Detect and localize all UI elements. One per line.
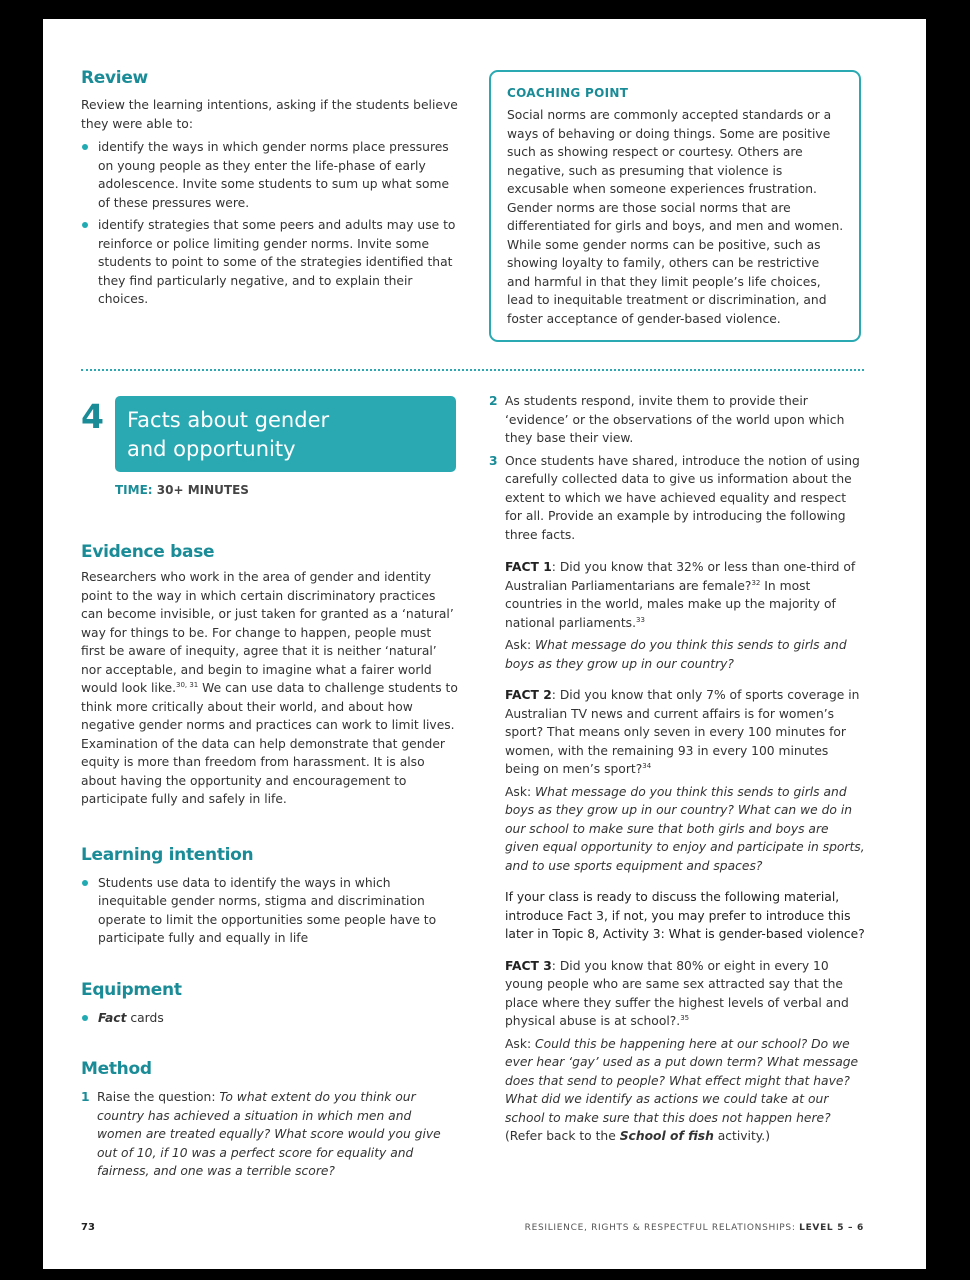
activity-number: 4 [81, 397, 104, 436]
fact-3-ask-label: Ask: [505, 1036, 535, 1051]
activity-title-line-2: and opportunity [127, 437, 296, 461]
evidence-text-2: We can use data to challenge students to think more critically about their world, and about how negative gender norms and practices can work to limit lives. Examination of the data can help demonstrate that gender equity is more than freedom from harassment. It is also about having the opportunity and encouragement to participate fully and safely in life. [81, 681, 458, 806]
step-1-lead: Raise the question: [97, 1090, 220, 1104]
fact-1-ask-question: What message do you think this sends to girls and boys as they grow up in our country? [505, 638, 847, 671]
section-divider [81, 369, 864, 371]
fact-1-text: : Did you know that 32% or less than one-third of Australian Parliamentarians are female? [505, 560, 856, 593]
fact-3-ready-note: If your class is ready to discuss the following material, introduce Fact 3, if not, you may prefer to introduce this later in Topic 8, Activity 3: What is gender-based violence? [505, 890, 865, 941]
evidence-sup: 30, 31 [176, 680, 199, 689]
method-step-1 [81, 1088, 459, 1181]
fact-3-text: : Did you know that 80% or eight in every 10 young people who are same sex attracted say that the place where they suffer the highest levels of verbal and physical abuse is at school?. [505, 958, 849, 1028]
evidence-base-text [81, 568, 459, 809]
fact-2-ask-question: What message do you think this sends to girls and boys as they grow up in our country? What can we do in our school to make sure that both girls and boys are given equal opportunity to enjoy and participate in sports, and to use sports equipment and spaces? [505, 784, 865, 873]
step-number-3: 3 [489, 453, 498, 468]
learning-intention-heading: Learning intention [81, 844, 254, 865]
activity-title-line-1: Facts about gender [127, 408, 330, 432]
right-column [489, 392, 865, 1146]
equipment-item [81, 1009, 459, 1028]
fact-2-ask-label: Ask: [505, 784, 535, 799]
fact-2-label: FACT 2 [505, 688, 552, 702]
fact-1-text-2: In most countries in the world, males make up the majority of national parliaments. [505, 578, 836, 630]
step-2-text: As students respond, invite them to provide their ‘evidence’ or the observations of the world upon which they base their view. [505, 394, 845, 445]
method-heading: Method [81, 1059, 152, 1079]
step-1-question: To what extent do you think our country has achieved a situation in which men and women are treated equally? What score would you give out of 10, if 10 was a perfect score for equality and fairness, and one was a terrible score? [97, 1090, 441, 1178]
equipment-heading: Equipment [81, 979, 182, 1000]
document-page [43, 19, 926, 1269]
fact-1 [505, 558, 865, 632]
fact-2 [505, 686, 865, 779]
fact-3-ref: (Refer back to the [505, 1129, 620, 1143]
review-bullet-2: identify strategies that some peers and adults may use to reinforce or police limiting gender norms. Invite some students to point to some of the strategies identified that they find particularly negative, and to explain their choices. [81, 216, 459, 309]
time-value: 30+ MINUTES [156, 483, 249, 497]
fact-2-sup: 34 [642, 761, 652, 770]
learning-intention-list [81, 874, 459, 948]
fact-3-ref-end: activity.) [713, 1129, 771, 1143]
evidence-text-1: Researchers who work in the area of gender and identity point to the way in which certain discriminatory practices can become invisible, or just taken for granted as a ‘natural’ way for things to be. For change to happen, people must first be aware of inequity, agree that it is neither ‘natural’ nor acceptable, and begin to imagine what a fairer world would look like. [81, 570, 454, 695]
footer-level: LEVEL 5 – 6 [799, 1223, 864, 1233]
fact-1-sup-2: 33 [636, 615, 645, 624]
coaching-point-text: Social norms are commonly accepted standards or a ways of behaving or doing things. Some are positive such as showing respect or courtesy. Others are negative, such as presuming that violence is excusable when someone experiences frustration. Gender norms are those social norms that are differentiated for girls and boys, and men and women. While some gender norms can be positive, such as showing loyalty to family, others can be restrictive and harmful in that they limit people’s life choices, lead to inequitable treatment or discrimination, and foster acceptance of gender-based violence. [507, 108, 844, 326]
page-number: 73 [81, 1222, 95, 1233]
activity-title-banner [115, 396, 456, 472]
fact-2-ask [505, 783, 865, 876]
fact-1-ask-label: Ask: [505, 638, 535, 652]
time-label: TIME: [115, 483, 153, 497]
fact-2-text: : Did you know that only 7% of sports coverage in Australian TV news and current affairs is for women’s sport? That means only seven in every 100 minutes for women, with the remaining 93 in every 100 minutes being on men’s sport? [505, 688, 860, 776]
footer-series-name: RESILIENCE, RIGHTS & RESPECTFUL RELATIONSHIPS: [524, 1223, 796, 1233]
activity-time [115, 483, 249, 497]
review-intro: Review the learning intentions, asking if the students believe they were able to: [81, 98, 458, 131]
fact-3 [505, 957, 865, 1031]
facts-block [489, 558, 865, 1146]
equipment-item-bold: Fact [98, 1010, 127, 1025]
method-steps-right [489, 392, 865, 544]
review-heading: Review [81, 68, 148, 88]
left-column [81, 542, 459, 1185]
review-section [81, 68, 459, 313]
step-number-1: 1 [81, 1090, 90, 1104]
footer-series [525, 1223, 864, 1233]
method-step-2 [489, 392, 865, 448]
fact-1-sup: 32 [751, 578, 761, 587]
fact-1-label: FACT 1 [505, 560, 552, 574]
fact-3-ask [505, 1035, 865, 1146]
equipment-list [81, 1009, 459, 1028]
review-bullet-1: identify the ways in which gender norms place pressures on young people as they enter the life-phase of early adolescence. Invite some students to sum up what some of these pressures were. [81, 138, 459, 212]
fact-3-sup: 35 [680, 1013, 690, 1022]
step-number-2: 2 [489, 394, 498, 408]
step-3-text: Once students have shared, introduce the notion of using carefully collected data to give us information about the extent to which we have achieved equality and respect for all. Provide an example by introducing the following three facts. [505, 453, 860, 542]
equipment-item-rest: cards [126, 1010, 164, 1025]
method-step-3 [489, 452, 865, 545]
coaching-point-box [489, 70, 861, 342]
evidence-base-heading: Evidence base [81, 542, 215, 562]
fact-3-ref-bold: School of fish [619, 1129, 714, 1143]
fact-1-ask [505, 636, 865, 673]
review-list [81, 138, 459, 309]
fact-3-label: FACT 3 [505, 958, 552, 973]
fact-3-ask-question: Could this be happening here at our school? Do we ever hear ‘gay’ used as a put down term? What message does that send to people? What effect might that have? What did we identify as actions we could take at our school to make sure that this does not happen here? [505, 1036, 859, 1125]
learning-intention-bullet: Students use data to identify the ways in which inequitable gender norms, stigma and discrimination operate to limit the opportunities some people have to participate fully and equally in life [81, 874, 459, 948]
method-steps-left [81, 1088, 459, 1181]
coaching-point-title: COACHING POINT [507, 86, 629, 100]
